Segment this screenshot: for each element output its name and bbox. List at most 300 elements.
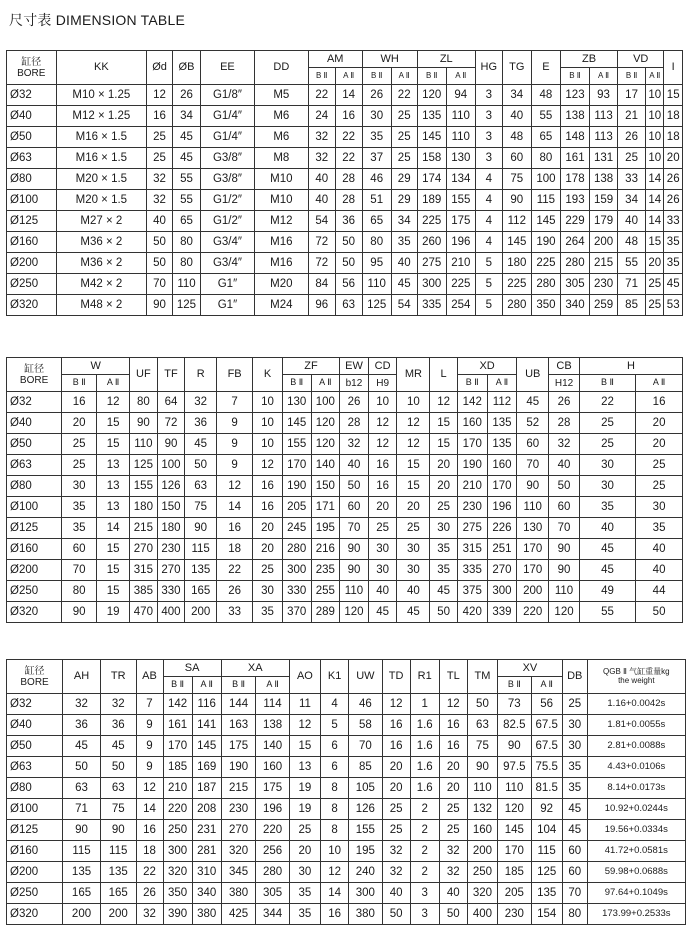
table-cell: 53 <box>664 295 683 316</box>
table-cell: 159 <box>590 190 618 211</box>
bore-cell: Ø63 <box>7 148 57 169</box>
table-cell: 81.5 <box>531 778 562 799</box>
table-row <box>7 85 683 106</box>
table-cell: 30 <box>562 715 587 736</box>
table-cell: 104 <box>531 820 562 841</box>
table-cell: 70 <box>147 274 173 295</box>
table-cell: 2 <box>410 841 439 862</box>
table-cell: 300 <box>417 274 446 295</box>
table-cell: 12 <box>397 434 430 455</box>
table-cell: 10.92+0.0244s <box>587 799 685 820</box>
table-cell: 160 <box>457 413 487 434</box>
table-cell: 350 <box>163 883 192 904</box>
table-row <box>7 232 683 253</box>
table-cell: 56 <box>531 694 562 715</box>
table-cell: 120 <box>340 602 369 623</box>
table-cell: 131 <box>590 148 618 169</box>
table-cell: 240 <box>349 862 382 883</box>
table-cell: 85 <box>349 757 382 778</box>
table-cell: 12 <box>439 694 467 715</box>
sub-b: B Ⅱ <box>282 375 311 392</box>
table-row <box>7 778 686 799</box>
table-cell: 340 <box>192 883 221 904</box>
table-cell: 140 <box>256 736 289 757</box>
table-cell: 4 <box>475 232 502 253</box>
table-cell: 170 <box>457 434 487 455</box>
sub-a: A Ⅱ <box>487 375 517 392</box>
table-cell: 193 <box>560 190 589 211</box>
table-cell: 120 <box>311 413 340 434</box>
table-cell: 16 <box>636 392 683 413</box>
table-cell: 12 <box>147 85 173 106</box>
table-cell: 135 <box>487 434 517 455</box>
table-cell: 16 <box>382 736 410 757</box>
bore-cell: Ø320 <box>7 295 57 316</box>
table-cell: 7 <box>136 694 163 715</box>
table-cell: 12 <box>368 434 397 455</box>
table-cell: 45 <box>664 274 683 295</box>
table-cell: 130 <box>446 148 475 169</box>
table-cell: 170 <box>517 560 549 581</box>
table-cell: 315 <box>457 539 487 560</box>
bore-cell: Ø125 <box>7 211 57 232</box>
col-h: H <box>579 358 682 375</box>
table-cell: 50 <box>340 476 369 497</box>
table-cell: M10 × 1.25 <box>56 85 147 106</box>
table-cell: 335 <box>457 560 487 581</box>
table-cell: 20 <box>289 841 320 862</box>
table-row <box>7 820 686 841</box>
table-cell: 145 <box>282 413 311 434</box>
table-row <box>7 476 683 497</box>
table-cell: G3/8″ <box>201 169 255 190</box>
table-cell: 40 <box>636 539 683 560</box>
table-cell: 25 <box>439 799 467 820</box>
table-cell: 1.6 <box>410 736 439 757</box>
table-cell: 64 <box>157 392 185 413</box>
table-cell: 9 <box>217 455 253 476</box>
table-cell: 20 <box>253 518 283 539</box>
table-cell: 45 <box>430 581 458 602</box>
table-cell: 25 <box>636 455 683 476</box>
table-cell: 10 <box>397 392 430 413</box>
table-cell: 339 <box>487 602 517 623</box>
table-cell: 340 <box>560 295 589 316</box>
sub-b: B Ⅱ <box>618 68 646 85</box>
table-cell: 170 <box>517 539 549 560</box>
table-cell: 22 <box>217 560 253 581</box>
table-cell: 63 <box>63 778 101 799</box>
table-cell: 25 <box>579 434 635 455</box>
table-cell: 12 <box>289 715 320 736</box>
table-cell: 96 <box>308 295 335 316</box>
table-cell: 40 <box>308 169 335 190</box>
bore-cell: Ø63 <box>7 757 63 778</box>
table-cell: 116 <box>192 694 221 715</box>
table-cell: 70 <box>340 518 369 539</box>
table-cell: 80 <box>172 232 200 253</box>
sub-a: A Ⅱ <box>590 68 618 85</box>
table-cell: 50 <box>147 232 173 253</box>
table-cell: 10 <box>646 127 664 148</box>
table-cell: 16 <box>147 106 173 127</box>
table-cell: 208 <box>192 799 221 820</box>
table-cell: 40 <box>340 455 369 476</box>
table-cell: 85 <box>618 295 646 316</box>
table-cell: 112 <box>487 392 517 413</box>
table-cell: 25 <box>62 455 97 476</box>
table-cell: 65 <box>172 211 200 232</box>
table-cell: 148 <box>560 127 589 148</box>
table-cell: 20 <box>397 497 430 518</box>
table-cell: 160 <box>256 757 289 778</box>
table-cell: 55 <box>172 190 200 211</box>
table-cell: 170 <box>163 736 192 757</box>
table-cell: 170 <box>498 841 531 862</box>
bore-cell: Ø250 <box>7 581 62 602</box>
table-cell: 115 <box>185 539 217 560</box>
table-row <box>7 539 683 560</box>
bore-cell: Ø50 <box>7 434 62 455</box>
table-cell: 90 <box>549 560 580 581</box>
table-cell: 15 <box>97 413 130 434</box>
table-cell: 350 <box>531 295 560 316</box>
col-xa: XA <box>221 660 289 677</box>
table-cell: 144 <box>221 694 256 715</box>
table-cell: 305 <box>256 883 289 904</box>
table-cell: 32 <box>439 841 467 862</box>
col-k1: K1 <box>321 660 349 694</box>
col-tl: TL <box>439 660 467 694</box>
table-cell: 205 <box>498 883 531 904</box>
table-cell: 50 <box>100 757 136 778</box>
col-zf: ZF <box>282 358 339 375</box>
table-cell: 22 <box>308 85 335 106</box>
table-cell: 70 <box>517 455 549 476</box>
col-td: TD <box>382 660 410 694</box>
table-cell: 45 <box>172 127 200 148</box>
table-cell: 17 <box>618 85 646 106</box>
table-cell: 170 <box>282 455 311 476</box>
table-cell: 110 <box>130 434 158 455</box>
table-cell: 174 <box>417 169 446 190</box>
table-cell: 179 <box>590 211 618 232</box>
table-cell: M16 × 1.5 <box>56 127 147 148</box>
table-cell: 54 <box>308 211 335 232</box>
table-cell: 10 <box>368 392 397 413</box>
table-cell: 12 <box>321 862 349 883</box>
tol-ew: b12 <box>340 375 369 392</box>
table-cell: 75 <box>502 169 531 190</box>
table-cell: 40 <box>618 211 646 232</box>
table-cell: 75 <box>467 736 497 757</box>
table-cell: 16 <box>253 476 283 497</box>
table-cell: 25 <box>368 518 397 539</box>
table-cell: 20 <box>646 253 664 274</box>
table-cell: 12 <box>136 778 163 799</box>
table-cell: M16 × 1.5 <box>56 148 147 169</box>
table-row <box>7 736 686 757</box>
table-cell: 125 <box>531 862 562 883</box>
table-cell: 226 <box>487 518 517 539</box>
table-cell: 335 <box>417 295 446 316</box>
table-cell: 28 <box>335 169 362 190</box>
table-cell: 125 <box>172 295 200 316</box>
table-cell: 10 <box>253 434 283 455</box>
table-cell: 470 <box>130 602 158 623</box>
table-row <box>7 274 683 295</box>
table-cell: M8 <box>254 148 308 169</box>
table-cell: 320 <box>467 883 497 904</box>
table-cell: 60 <box>549 497 580 518</box>
table-cell: 55 <box>172 169 200 190</box>
table-cell: 250 <box>163 820 192 841</box>
table-cell: 205 <box>282 497 311 518</box>
table-cell: 225 <box>531 253 560 274</box>
table-cell: 259 <box>590 295 618 316</box>
table-cell: 30 <box>62 476 97 497</box>
tol-cb: H12 <box>549 375 580 392</box>
table-cell: 196 <box>446 232 475 253</box>
table-cell: 80 <box>362 232 391 253</box>
table-cell: 110 <box>498 778 531 799</box>
col-l: L <box>430 358 458 392</box>
table-cell: 110 <box>549 581 580 602</box>
table-cell: 35 <box>391 232 417 253</box>
col-i: I <box>664 51 683 85</box>
table-cell: 115 <box>100 841 136 862</box>
table-cell: 155 <box>130 476 158 497</box>
table-cell: 190 <box>531 232 560 253</box>
table-cell: 18 <box>664 106 683 127</box>
table-cell: 14 <box>646 190 664 211</box>
table-cell: 22 <box>579 392 635 413</box>
table-cell: 97.5 <box>498 757 531 778</box>
table-row <box>7 497 683 518</box>
table-cell: 150 <box>157 497 185 518</box>
table-cell: 9 <box>217 434 253 455</box>
table-cell: 210 <box>457 476 487 497</box>
table-cell: 115 <box>63 841 101 862</box>
table-cell: 3 <box>475 148 502 169</box>
bore-cell: Ø80 <box>7 778 63 799</box>
table-cell: 138 <box>590 169 618 190</box>
bore-cell: Ø250 <box>7 274 57 295</box>
table-cell: 8.14+0.0173s <box>587 778 685 799</box>
table-cell: M20 × 1.5 <box>56 190 147 211</box>
col-r: R <box>185 358 217 392</box>
table-cell: 113 <box>590 106 618 127</box>
table-cell: 63 <box>467 715 497 736</box>
table-cell: 55 <box>579 602 635 623</box>
table-cell: 1.6 <box>410 778 439 799</box>
table-cell: 40 <box>368 581 397 602</box>
table-cell: 90 <box>467 757 497 778</box>
table-cell: 200 <box>185 602 217 623</box>
table-cell: 135 <box>531 883 562 904</box>
bore-cell: Ø40 <box>7 715 63 736</box>
table-cell: 230 <box>457 497 487 518</box>
table-cell: 8 <box>321 778 349 799</box>
table-row <box>7 295 683 316</box>
table-cell: 35 <box>62 497 97 518</box>
col-fb: FB <box>217 358 253 392</box>
table-cell: 16 <box>253 497 283 518</box>
table-cell: 110 <box>362 274 391 295</box>
table-cell: 400 <box>157 602 185 623</box>
col-ub: UB <box>517 358 549 392</box>
table-cell: 173.99+0.2533s <box>587 904 685 925</box>
col-am: AM <box>308 51 362 68</box>
table-cell: 32 <box>439 862 467 883</box>
table-cell: 300 <box>487 581 517 602</box>
sub-b: B Ⅱ <box>221 677 256 694</box>
table-cell: 75.5 <box>531 757 562 778</box>
table-row <box>7 127 683 148</box>
table-cell: 185 <box>498 862 531 883</box>
col-tr: TR <box>100 660 136 694</box>
table-cell: 300 <box>163 841 192 862</box>
col-tm: TM <box>467 660 497 694</box>
table-cell: 163 <box>221 715 256 736</box>
table-cell: M36 × 2 <box>56 232 147 253</box>
table-cell: 70 <box>549 518 580 539</box>
table-cell: 138 <box>256 715 289 736</box>
table-cell: 220 <box>517 602 549 623</box>
table-cell: 50 <box>335 232 362 253</box>
bore-header: 缸径 BORE <box>7 51 57 85</box>
table-cell: 256 <box>256 841 289 862</box>
table-cell: 175 <box>256 778 289 799</box>
table-cell: 26 <box>136 883 163 904</box>
table-cell: M10 <box>254 169 308 190</box>
table-cell: 45 <box>100 736 136 757</box>
table-cell: 28 <box>549 413 580 434</box>
table-cell: 45 <box>579 560 635 581</box>
table-cell: 126 <box>349 799 382 820</box>
table-cell: 5 <box>321 715 349 736</box>
table-cell: 8 <box>321 820 349 841</box>
sub-a: A Ⅱ <box>446 68 475 85</box>
bore-cell: Ø320 <box>7 904 63 925</box>
table-cell: M42 × 2 <box>56 274 147 295</box>
table-cell: 45 <box>391 274 417 295</box>
table-cell: 15 <box>397 455 430 476</box>
table-cell: 45 <box>397 602 430 623</box>
table-row <box>7 211 683 232</box>
table-cell: 32 <box>549 434 580 455</box>
table-cell: 40 <box>636 560 683 581</box>
table-cell: 20 <box>439 757 467 778</box>
table-cell: 25 <box>618 148 646 169</box>
table-cell: 16 <box>335 106 362 127</box>
table-cell: 12 <box>397 413 430 434</box>
table-cell: 170 <box>487 476 517 497</box>
bore-cell: Ø40 <box>7 413 62 434</box>
table-cell: 196 <box>256 799 289 820</box>
table-cell: 145 <box>498 820 531 841</box>
table-cell: 169 <box>192 757 221 778</box>
table-cell: 32 <box>340 434 369 455</box>
table-cell: 30 <box>562 736 587 757</box>
table-cell: 210 <box>163 778 192 799</box>
table-cell: 65 <box>362 211 391 232</box>
table-cell: 32 <box>185 392 217 413</box>
table-cell: 12 <box>430 392 458 413</box>
table-cell: 280 <box>560 253 589 274</box>
table-cell: 18 <box>136 841 163 862</box>
table-cell: 15 <box>289 736 320 757</box>
table-cell: 215 <box>130 518 158 539</box>
table-cell: 150 <box>311 476 340 497</box>
table-cell: 33 <box>217 602 253 623</box>
table-cell: 270 <box>221 820 256 841</box>
table-cell: 235 <box>311 560 340 581</box>
table-cell: 320 <box>221 841 256 862</box>
table-row <box>7 392 683 413</box>
dimension-table-1 <box>6 50 683 316</box>
col-wh: WH <box>362 51 417 68</box>
table-cell: 20 <box>368 497 397 518</box>
bore-cell: Ø160 <box>7 539 62 560</box>
table-cell: 20 <box>430 476 458 497</box>
table-cell: 35 <box>579 497 635 518</box>
table-cell: 30 <box>397 539 430 560</box>
table-cell: 9 <box>136 736 163 757</box>
table-cell: G1″ <box>201 295 255 316</box>
table-cell: 25 <box>636 476 683 497</box>
table-cell: M20 <box>254 274 308 295</box>
table-cell: G3/4″ <box>201 232 255 253</box>
table-cell: G1/2″ <box>201 190 255 211</box>
table-cell: 4 <box>475 169 502 190</box>
table-cell: 20 <box>664 148 683 169</box>
table-cell: 45 <box>562 820 587 841</box>
table-cell: 270 <box>157 560 185 581</box>
table-cell: 40 <box>308 190 335 211</box>
table-cell: 1 <box>410 694 439 715</box>
table-cell: 15 <box>430 413 458 434</box>
table-cell: 90 <box>502 190 531 211</box>
sub-b: B Ⅱ <box>498 677 531 694</box>
table-cell: 11 <box>289 694 320 715</box>
table-cell: 14 <box>646 169 664 190</box>
table-cell: 165 <box>185 581 217 602</box>
table-cell: 20 <box>430 455 458 476</box>
table-cell: 300 <box>349 883 382 904</box>
table-cell: 40 <box>397 581 430 602</box>
table-cell: 25 <box>391 127 417 148</box>
bore-cell: Ø200 <box>7 862 63 883</box>
table-cell: 375 <box>457 581 487 602</box>
col-ew: EW <box>340 358 369 375</box>
table-cell: 110 <box>446 127 475 148</box>
table-cell: 55 <box>531 106 560 127</box>
table-cell: 264 <box>560 232 589 253</box>
table-cell: M12 <box>254 211 308 232</box>
table-cell: 60 <box>62 539 97 560</box>
bore-cell: Ø32 <box>7 392 62 413</box>
table-cell: 190 <box>221 757 256 778</box>
table-cell: 16 <box>439 715 467 736</box>
table-cell: 30 <box>636 497 683 518</box>
table-cell: 15 <box>97 560 130 581</box>
table-row <box>7 602 683 623</box>
table-cell: 425 <box>221 904 256 925</box>
table-cell: 67.5 <box>531 715 562 736</box>
table-cell: 32 <box>136 904 163 925</box>
table-cell: 70 <box>562 883 587 904</box>
